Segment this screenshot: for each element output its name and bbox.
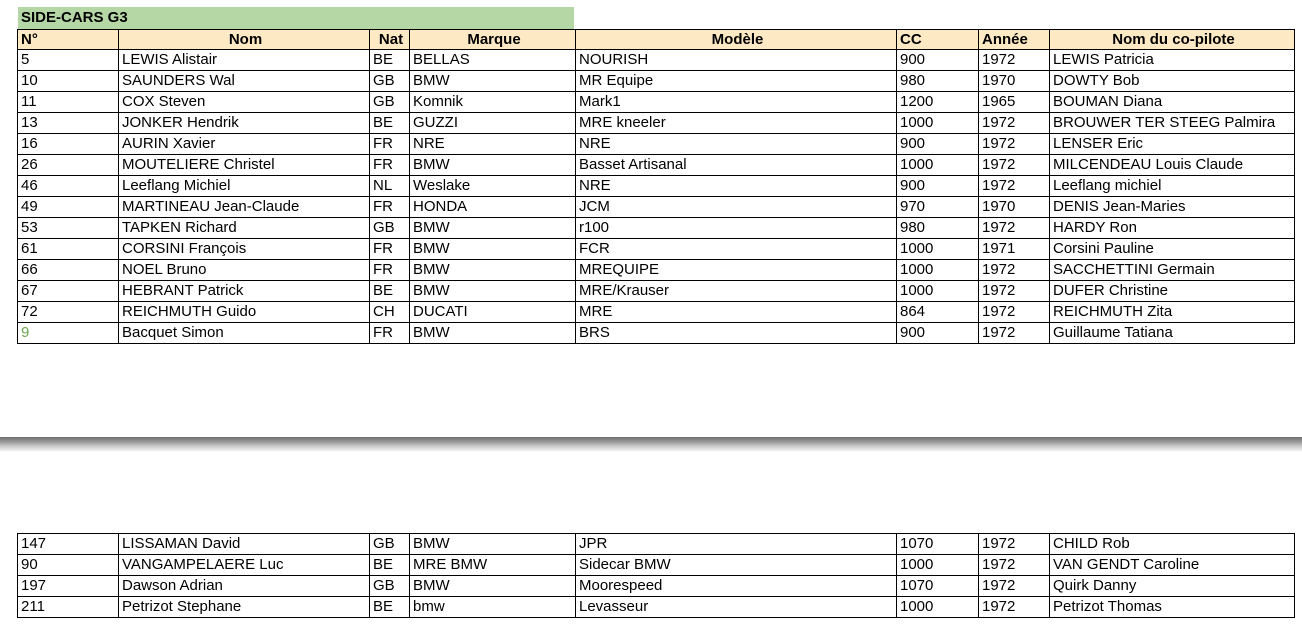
cell-nat[interactable]: BE — [370, 597, 410, 618]
cell-cc[interactable]: 1000 — [897, 260, 979, 281]
cell-modele[interactable]: r100 — [576, 218, 897, 239]
cell-copilote[interactable]: Petrizot Thomas — [1050, 597, 1295, 618]
cell-nat[interactable]: FR — [370, 239, 410, 260]
cell-modele[interactable]: Sidecar BMW — [576, 555, 897, 576]
cell-modele[interactable]: MREQUIPE — [576, 260, 897, 281]
cell-num[interactable]: 72 — [18, 302, 119, 323]
cell-num[interactable]: 11 — [18, 92, 119, 113]
table-row — [18, 281, 1295, 302]
table-row — [18, 50, 1295, 71]
cell-num[interactable]: 5 — [18, 50, 119, 71]
cell-num[interactable]: 90 — [18, 555, 119, 576]
cell-nat[interactable]: BE — [370, 281, 410, 302]
cell-nat[interactable]: CH — [370, 302, 410, 323]
cell-annee[interactable]: 1972 — [979, 50, 1050, 71]
cell-annee[interactable]: 1972 — [979, 155, 1050, 176]
cell-nom[interactable]: REICHMUTH Guido — [119, 302, 370, 323]
cell-copilote[interactable]: LEWIS Patricia — [1050, 50, 1295, 71]
page-separator — [0, 437, 1302, 451]
cell-marque[interactable]: BELLAS — [410, 50, 576, 71]
cell-num[interactable]: 67 — [18, 281, 119, 302]
cell-nom[interactable]: MARTINEAU Jean-Claude — [119, 197, 370, 218]
cell-num[interactable]: 13 — [18, 113, 119, 134]
cell-annee[interactable]: 1972 — [979, 281, 1050, 302]
cell-nom[interactable]: LISSAMAN David — [119, 534, 370, 555]
cell-nom[interactable]: CORSINI François — [119, 239, 370, 260]
header-row — [18, 30, 1295, 50]
cell-nom[interactable]: SAUNDERS Wal — [119, 71, 370, 92]
table-row — [18, 155, 1295, 176]
cell-modele[interactable]: MR Equipe — [576, 71, 897, 92]
header-modele[interactable]: Modèle — [576, 30, 897, 50]
cell-nom[interactable]: AURIN Xavier — [119, 134, 370, 155]
cell-marque[interactable]: BMW — [410, 323, 576, 344]
table-row — [18, 323, 1295, 344]
header-copilote[interactable]: Nom du co-pilote — [1050, 30, 1295, 50]
cell-annee[interactable]: 1972 — [979, 134, 1050, 155]
header-cc[interactable]: CC — [897, 30, 979, 50]
cell-nom[interactable]: MOUTELIERE Christel — [119, 155, 370, 176]
cell-num[interactable]: 26 — [18, 155, 119, 176]
table-row — [18, 71, 1295, 92]
cell-num[interactable]: 16 — [18, 134, 119, 155]
cell-modele[interactable]: Basset Artisanal — [576, 155, 897, 176]
cell-annee[interactable]: 1972 — [979, 534, 1050, 555]
cell-copilote[interactable]: BROUWER TER STEEG Palmira — [1050, 113, 1295, 134]
cell-annee[interactable]: 1972 — [979, 113, 1050, 134]
cell-annee[interactable]: 1965 — [979, 92, 1050, 113]
cell-modele[interactable]: Levasseur — [576, 597, 897, 618]
cell-nat[interactable]: GB — [370, 92, 410, 113]
table-row — [18, 534, 1295, 555]
cell-marque[interactable]: BMW — [410, 534, 576, 555]
cell-num[interactable]: 147 — [18, 534, 119, 555]
cell-marque[interactable]: DUCATI — [410, 302, 576, 323]
cell-copilote[interactable]: DOWTY Bob — [1050, 71, 1295, 92]
cell-copilote[interactable]: Guillaume Tatiana — [1050, 323, 1295, 344]
cell-marque[interactable]: BMW — [410, 155, 576, 176]
cell-modele[interactable]: NRE — [576, 176, 897, 197]
cell-nat[interactable]: FR — [370, 155, 410, 176]
cell-copilote[interactable]: DUFER Christine — [1050, 281, 1295, 302]
cell-nom[interactable]: Leeflang Michiel — [119, 176, 370, 197]
cell-annee[interactable]: 1970 — [979, 197, 1050, 218]
cell-copilote[interactable]: Leeflang michiel — [1050, 176, 1295, 197]
cell-copilote[interactable]: HARDY Ron — [1050, 218, 1295, 239]
cell-cc[interactable]: 900 — [897, 176, 979, 197]
cell-copilote[interactable]: Corsini Pauline — [1050, 239, 1295, 260]
cell-cc[interactable]: 1000 — [897, 155, 979, 176]
cell-annee[interactable]: 1972 — [979, 218, 1050, 239]
cell-nat[interactable]: GB — [370, 576, 410, 597]
header-nom[interactable]: Nom — [119, 30, 370, 50]
cell-annee[interactable]: 1972 — [979, 302, 1050, 323]
cell-cc[interactable]: 970 — [897, 197, 979, 218]
cell-cc[interactable]: 900 — [897, 323, 979, 344]
cell-nom[interactable]: Bacquet Simon — [119, 323, 370, 344]
cell-marque[interactable]: BMW — [410, 260, 576, 281]
cell-copilote[interactable]: LENSER Eric — [1050, 134, 1295, 155]
cell-marque[interactable]: BMW — [410, 239, 576, 260]
table-row — [18, 176, 1295, 197]
cell-modele[interactable]: NOURISH — [576, 50, 897, 71]
table-row — [18, 197, 1295, 218]
cell-copilote[interactable]: SACCHETTINI Germain — [1050, 260, 1295, 281]
cell-nom[interactable]: LEWIS Alistair — [119, 50, 370, 71]
cell-cc[interactable]: 1000 — [897, 113, 979, 134]
cell-num[interactable]: 10 — [18, 71, 119, 92]
table-row — [18, 134, 1295, 155]
cell-marque[interactable]: BMW — [410, 71, 576, 92]
cell-num[interactable]: 197 — [18, 576, 119, 597]
cell-modele[interactable]: MRE kneeler — [576, 113, 897, 134]
cell-nat[interactable]: BE — [370, 50, 410, 71]
header-annee[interactable]: Année — [979, 30, 1050, 50]
cell-num[interactable]: 9 — [18, 323, 119, 344]
cell-copilote[interactable]: Quirk Danny — [1050, 576, 1295, 597]
cell-cc[interactable]: 1000 — [897, 281, 979, 302]
header-nat[interactable]: Nat — [370, 30, 410, 50]
cell-marque[interactable]: bmw — [410, 597, 576, 618]
cell-nat[interactable]: NL — [370, 176, 410, 197]
cell-cc[interactable]: 1000 — [897, 597, 979, 618]
cell-nat[interactable]: FR — [370, 323, 410, 344]
cell-marque[interactable]: NRE — [410, 134, 576, 155]
cell-marque[interactable]: Weslake — [410, 176, 576, 197]
cell-nom[interactable]: NOEL Bruno — [119, 260, 370, 281]
cell-nom[interactable]: JONKER Hendrik — [119, 113, 370, 134]
cell-annee[interactable]: 1972 — [979, 597, 1050, 618]
cell-annee[interactable]: 1971 — [979, 239, 1050, 260]
cell-nom[interactable]: VANGAMPELAERE Luc — [119, 555, 370, 576]
cell-marque[interactable]: Komnik — [410, 92, 576, 113]
cell-annee[interactable]: 1972 — [979, 555, 1050, 576]
cell-cc[interactable]: 1000 — [897, 555, 979, 576]
cell-copilote[interactable]: REICHMUTH Zita — [1050, 302, 1295, 323]
cell-copilote[interactable]: VAN GENDT Caroline — [1050, 555, 1295, 576]
cell-nat[interactable]: GB — [370, 71, 410, 92]
cell-nom[interactable]: COX Steven — [119, 92, 370, 113]
cell-cc[interactable]: 1070 — [897, 534, 979, 555]
cell-modele[interactable]: NRE — [576, 134, 897, 155]
table-row — [18, 218, 1295, 239]
cell-cc[interactable]: 980 — [897, 218, 979, 239]
cell-annee[interactable]: 1972 — [979, 176, 1050, 197]
cell-num[interactable]: 46 — [18, 176, 119, 197]
cell-modele[interactable]: JPR — [576, 534, 897, 555]
cell-nom[interactable]: TAPKEN Richard — [119, 218, 370, 239]
cell-nom[interactable]: Dawson Adrian — [119, 576, 370, 597]
cell-copilote[interactable]: BOUMAN Diana — [1050, 92, 1295, 113]
cell-nat[interactable]: FR — [370, 197, 410, 218]
cell-marque[interactable]: BMW — [410, 281, 576, 302]
sheet-title: SIDE-CARS G3 — [18, 7, 574, 29]
sidecars-table-extra — [17, 533, 1295, 618]
header-marque[interactable]: Marque — [410, 30, 576, 50]
sidecars-table — [17, 29, 1295, 344]
cell-modele[interactable]: Moorespeed — [576, 576, 897, 597]
cell-marque[interactable]: BMW — [410, 576, 576, 597]
cell-marque[interactable]: HONDA — [410, 197, 576, 218]
cell-nat[interactable]: FR — [370, 260, 410, 281]
cell-annee[interactable]: 1972 — [979, 576, 1050, 597]
cell-nat[interactable]: FR — [370, 134, 410, 155]
cell-modele[interactable]: JCM — [576, 197, 897, 218]
cell-annee[interactable]: 1970 — [979, 71, 1050, 92]
table-row — [18, 576, 1295, 597]
cell-nat[interactable]: GB — [370, 218, 410, 239]
table-row — [18, 302, 1295, 323]
cell-modele[interactable]: MRE/Krauser — [576, 281, 897, 302]
cell-num[interactable]: 66 — [18, 260, 119, 281]
cell-num[interactable]: 49 — [18, 197, 119, 218]
cell-annee[interactable]: 1972 — [979, 323, 1050, 344]
cell-nat[interactable]: BE — [370, 113, 410, 134]
cell-nat[interactable]: GB — [370, 534, 410, 555]
cell-cc[interactable]: 1070 — [897, 576, 979, 597]
cell-cc[interactable]: 900 — [897, 50, 979, 71]
cell-nom[interactable]: HEBRANT Patrick — [119, 281, 370, 302]
cell-modele[interactable]: MRE — [576, 302, 897, 323]
table-row — [18, 555, 1295, 576]
cell-marque[interactable]: MRE BMW — [410, 555, 576, 576]
cell-num[interactable]: 53 — [18, 218, 119, 239]
cell-copilote[interactable]: CHILD Rob — [1050, 534, 1295, 555]
cell-nat[interactable]: BE — [370, 555, 410, 576]
table-row — [18, 260, 1295, 281]
cell-modele[interactable]: Mark1 — [576, 92, 897, 113]
table-row — [18, 597, 1295, 618]
cell-cc[interactable]: 980 — [897, 71, 979, 92]
cell-cc[interactable]: 900 — [897, 134, 979, 155]
cell-cc[interactable]: 1000 — [897, 239, 979, 260]
cell-nom[interactable]: Petrizot Stephane — [119, 597, 370, 618]
table-row — [18, 92, 1295, 113]
cell-cc[interactable]: 864 — [897, 302, 979, 323]
cell-copilote[interactable]: MILCENDEAU Louis Claude — [1050, 155, 1295, 176]
header-num[interactable]: N° — [18, 30, 119, 50]
cell-annee[interactable]: 1972 — [979, 260, 1050, 281]
cell-num[interactable]: 211 — [18, 597, 119, 618]
cell-marque[interactable]: BMW — [410, 218, 576, 239]
table-row — [18, 113, 1295, 134]
cell-modele[interactable]: BRS — [576, 323, 897, 344]
cell-marque[interactable]: GUZZI — [410, 113, 576, 134]
cell-modele[interactable]: FCR — [576, 239, 897, 260]
cell-num[interactable]: 61 — [18, 239, 119, 260]
cell-copilote[interactable]: DENIS Jean-Maries — [1050, 197, 1295, 218]
table-row — [18, 239, 1295, 260]
cell-cc[interactable]: 1200 — [897, 92, 979, 113]
